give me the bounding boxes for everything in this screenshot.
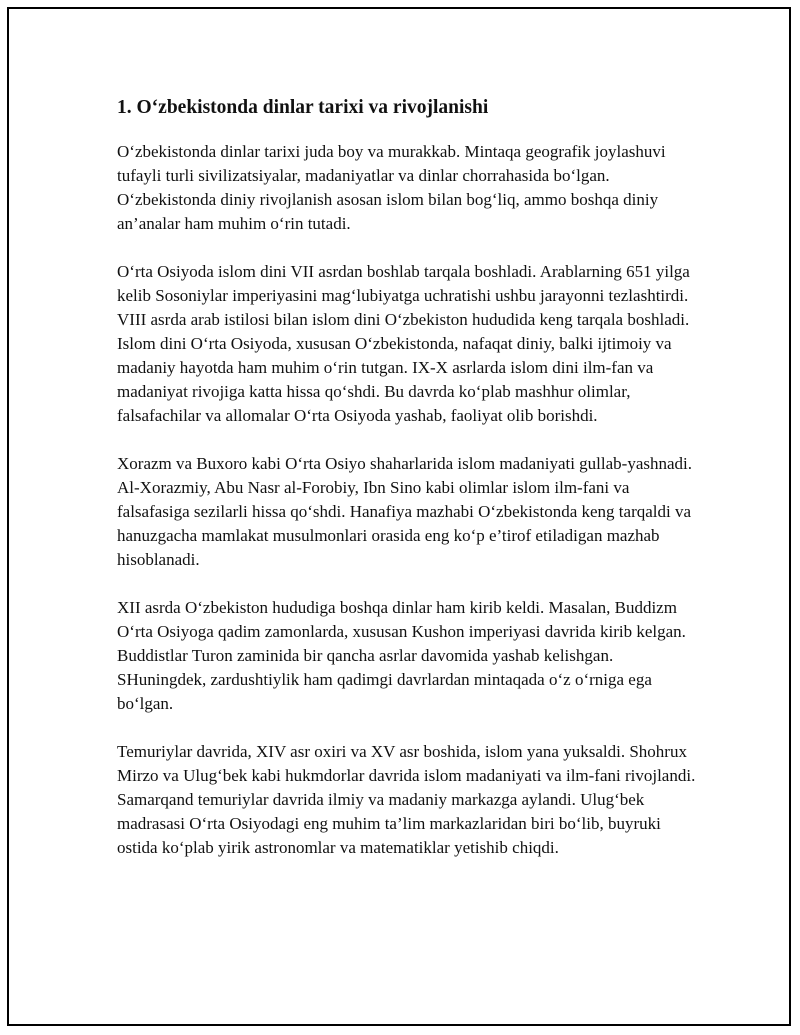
- document-body: [117, 96, 699, 884]
- paragraph-scholars: Xorazm va Buxoro kabi O‘rta Osiyo shaharlarida islom madaniyati gullab-yashnadi. Al-Xorazmiy, Abu Nasr al-Forobiy, Ibn Sino kabi olimlar islom ilm-fani va falsafasiga sezilarli hissa qo‘shdi. Hanafiya mazhabi O‘zbekistonda keng tarqaldi va hanuzgacha mamlakat musulmonlari orasida eng ko‘p e’tirof etiladigan mazhab hisoblanadi.: [117, 454, 693, 569]
- paragraph-intro: O‘zbekistonda dinlar tarixi juda boy va murakkab. Mintaqa geografik joylashuvi tufayli turli sivilizatsiyalar, madaniyatlar va dinlar chorrahasida bo‘lgan. O‘zbekistonda diniy rivojlanish asosan islom bilan bog‘liq, ammo boshqa diniy an’analar ham muhim o‘rin tutadi.: [117, 142, 666, 233]
- paragraph-timurids: Temuriylar davrida, XIV asr oxiri va XV asr boshida, islom yana yuksaldi. Shohrux Mirzo va Ulug‘bek kabi hukmdorlar davrida islom madaniyati va ilm-fani rivojlandi. Samarqand temuriylar davrida ilmiy va madaniy markazga aylandi. Ulug‘bek madrasasi O‘rta Osiyodagi eng muhim ta’lim markazlaridan biri bo‘lib, buyruki ostida ko‘plab yirik astronomlar va matematiklar yetishib chiqdi.: [117, 742, 696, 857]
- section-heading: 1. O‘zbekistonda dinlar tarixi va rivojlanishi: [117, 97, 489, 118]
- paragraph-islam-spread: O‘rta Osiyoda islom dini VII asrdan boshlab tarqala boshladi. Arablarning 651 yilga kelib Sosoniylar imperiyasini mag‘lubiyatga uchratishi ushbu jarayonni tezlashtirdi. VIII asrda arab istilosi bilan islom dini O‘zbekiston hududida keng tarqala boshladi. Islom dini O‘rta Osiyoda, xususan O‘zbekistonda, nafaqat diniy, balki ijtimoiy va madaniy hayotda ham muhim o‘rin tutgan. IX-X asrlarda islom dini ilm-fan va madaniyat rivojiga katta hissa qo‘shdi. Bu davrda ko‘plab mashhur olimlar, falsafachilar va allomalar O‘rta Osiyoda yashab, faoliyat olib borishdi.: [117, 262, 690, 425]
- paragraph-other-religions: XII asrda O‘zbekiston hududiga boshqa dinlar ham kirib keldi. Masalan, Buddizm O‘rta Osiyoga qadim zamonlarda, xususan Kushon imperiyasi davrida kirib kelgan. Buddistlar Turon zaminida bir qancha asrlar davomida yashab kelishgan. SHuningdek, zardushtiylik ham qadimgi davrlardan mintaqada o‘z o‘rniga ega bo‘lgan.: [117, 598, 686, 713]
